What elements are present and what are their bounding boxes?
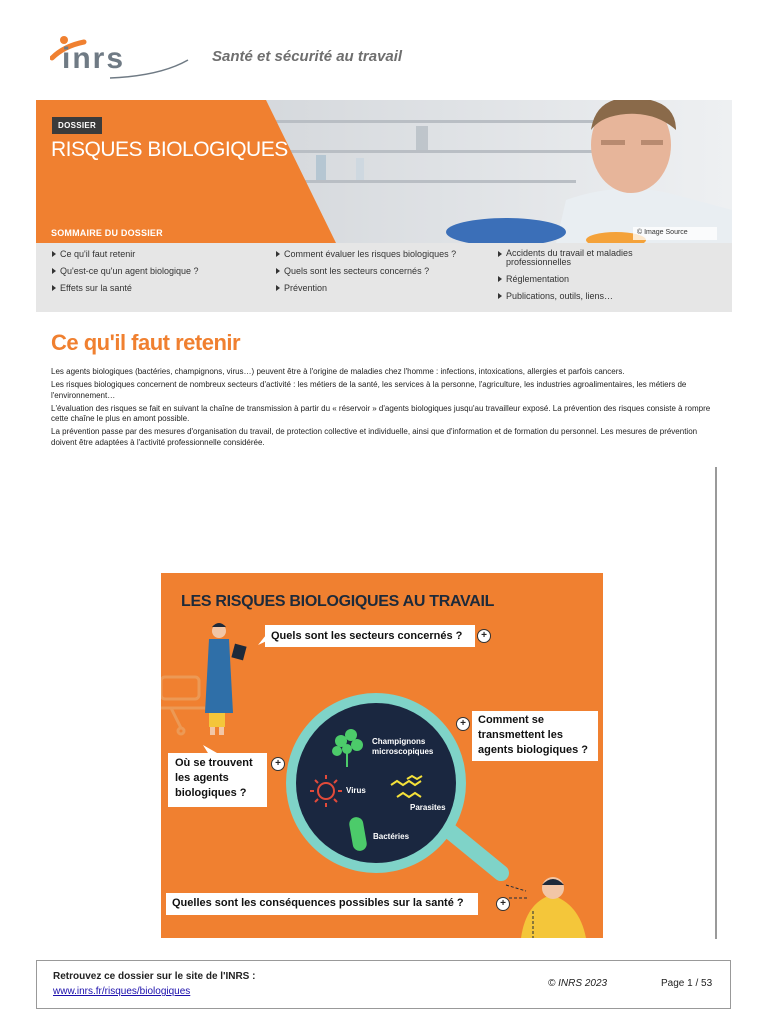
expand-plus-icon[interactable]: + — [496, 897, 510, 911]
nav-column-1 — [52, 249, 210, 300]
photo-credit: © Image Source — [633, 227, 717, 240]
nav-column-3 — [498, 249, 676, 308]
bullet-arrow-icon — [276, 285, 280, 291]
bullet-arrow-icon — [276, 251, 280, 257]
magnifier-handle — [446, 828, 501, 873]
label-virus: Virus — [346, 786, 366, 795]
page-header — [0, 0, 768, 100]
site-tagline: Santé et sécurité au travail — [212, 48, 403, 65]
callout-consequences[interactable]: Quelles sont les conséquences possibles sur la santé ? — [166, 893, 478, 915]
sick-worker-figure — [506, 877, 586, 938]
nav-item-secteurs[interactable]: Quels sont les secteurs concernés ? — [276, 266, 474, 276]
callout-ou-se-trouvent[interactable]: Où se trouvent les agents biologiques ? — [168, 753, 267, 807]
summary-text — [51, 367, 721, 451]
footer-title: Retrouvez ce dossier sur le site de l'INRS : — [53, 971, 256, 982]
callout-transmission[interactable]: Comment se transmettent les agents biologiques ? — [472, 711, 598, 761]
page-number: Page 1 / 53 — [661, 978, 713, 989]
summary-paragraph: Les risques biologiques concernent de nombreux secteurs d'activité : les métiers de la santé, les services à la personne, l'agriculture, les industries agroalimentaires, les métiers de l'environnement… — [51, 380, 687, 400]
summary-paragraph: La prévention passe par des mesures d'organisation du travail, de protection collective et individuelle, ainsi que d'information et de formation du personnel. Les mesures de prévention doivent être adaptées à l'activité professionnelle considérée. — [51, 427, 698, 447]
inrs-logo[interactable] — [50, 32, 195, 82]
summary-paragraph: L'évaluation des risques se fait en suivant la chaîne de transmission à partir du « réservoir » d'agents biologiques jusqu'au travailleur exposé. La prévention des risques consiste à rompre cette chaîne le plus en amont possible. — [51, 403, 711, 423]
expand-plus-icon[interactable]: + — [456, 717, 470, 731]
bullet-arrow-icon — [52, 285, 56, 291]
scrollbar-track[interactable] — [715, 467, 717, 939]
infographic-title: LES RISQUES BIOLOGIQUES AU TRAVAIL — [181, 593, 495, 610]
section-title: Ce qu'il faut retenir — [51, 330, 241, 355]
health-worker-figure — [205, 623, 247, 735]
nav-item-publications[interactable]: Publications, outils, liens… — [498, 291, 676, 301]
footer-copyright: © INRS 2023 — [548, 978, 608, 989]
page-footer — [36, 960, 731, 1009]
nav-item-accidents[interactable]: Accidents du travail et maladies professionnelles — [498, 249, 676, 267]
bullet-arrow-icon — [276, 268, 280, 274]
sommaire-label: SOMMAIRE DU DOSSIER — [51, 228, 163, 238]
nav-item-ce-quil-faut-retenir[interactable]: Ce qu'il faut retenir — [52, 249, 210, 259]
nav-item-reglementation[interactable]: Réglementation — [498, 274, 676, 284]
dossier-title: RISQUES BIOLOGIQUES — [51, 138, 288, 161]
label-parasites: Parasites — [410, 803, 446, 812]
sommaire-nav — [36, 243, 732, 312]
bullet-arrow-icon — [52, 251, 56, 257]
callout-secteurs[interactable]: Quels sont les secteurs concernés ? — [265, 625, 475, 647]
dossier-badge: DOSSIER — [52, 117, 102, 134]
footer-link[interactable]: www.inrs.fr/risques/biologiques — [53, 986, 191, 997]
bullet-arrow-icon — [498, 276, 502, 282]
banner-photo — [36, 100, 732, 243]
dossier-banner — [36, 100, 732, 243]
svg-text:inrs: inrs — [62, 42, 126, 75]
bullet-arrow-icon — [498, 251, 502, 257]
expand-plus-icon[interactable]: + — [271, 757, 285, 771]
nav-item-evaluer-risques[interactable]: Comment évaluer les risques biologiques ? — [276, 249, 474, 259]
infographic — [161, 573, 603, 938]
bullet-arrow-icon — [498, 293, 502, 299]
label-champignons: Champignons microscopiques — [372, 737, 434, 756]
nav-item-effets-sante[interactable]: Effets sur la santé — [52, 283, 210, 293]
nav-column-2 — [276, 249, 474, 300]
hospital-bed-icon — [161, 677, 205, 734]
summary-paragraph: Les agents biologiques (bactéries, champignons, virus…) peuvent être à l'origine de maladies chez l'homme : infections, intoxications, allergies et parfois cancers. — [51, 367, 625, 376]
nav-item-prevention[interactable]: Prévention — [276, 283, 474, 293]
label-bacteries: Bactéries — [373, 832, 410, 841]
expand-plus-icon[interactable]: + — [477, 629, 491, 643]
bullet-arrow-icon — [52, 268, 56, 274]
nav-item-agent-biologique[interactable]: Qu'est-ce qu'un agent biologique ? — [52, 266, 210, 276]
